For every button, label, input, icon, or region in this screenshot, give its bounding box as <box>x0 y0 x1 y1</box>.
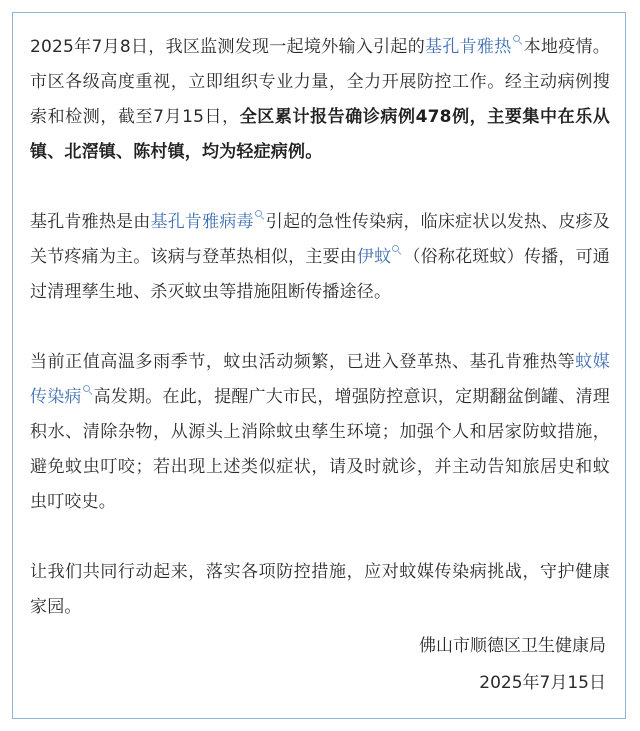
link-aedes-mosquito[interactable]: 伊蚊 <box>357 247 392 267</box>
signature-block <box>419 628 606 702</box>
paragraph-call-to-action <box>30 555 610 625</box>
text-segment: 2025年7月8日，我区监测发现一起境外输入引起的 <box>30 37 426 57</box>
notice-body <box>30 30 610 660</box>
text-segment: 让我们共同行动起来，落实各项防控措施，应对蚊媒传染病挑战，守护健康家园。 <box>30 562 610 617</box>
search-icon[interactable] <box>255 210 264 222</box>
text-segment: 基孔肯雅热是由 <box>30 212 151 232</box>
text-segment: 当前正值高温多雨季节，蚊虫活动频繁，已进入登革热、基孔肯雅热等 <box>30 352 576 372</box>
text-segment: 本地疫情。市区各级高度重视，立即组织专业力量，全力开展防控工作。经主动病例搜索和检测，截至7月15日， <box>30 37 610 127</box>
text-segment: 高发期。在此，提醒广大市民，增强防控意识，定期翻盆倒罐、清理积水、清除杂物，从源头上消除蚊虫孳生环境；加强个人和居家防蚊措施，避免蚊虫叮咬；若出现上述类似症状，请及时就诊，并主动告知旅居史和蚊虫叮咬史。 <box>30 387 610 512</box>
issue-date: 2025年7月15日 <box>479 673 606 693</box>
paragraph-disease-info <box>30 205 610 310</box>
paragraph-outbreak-report <box>30 30 610 170</box>
issuing-organization: 佛山市顺德区卫生健康局 <box>419 636 606 656</box>
text-segment: 引起的急性传染病，临床症状以发热、皮疹及关节疼痛为主。该病与登革热相似，主要由 <box>30 212 611 267</box>
search-icon[interactable] <box>513 35 522 47</box>
case-count-highlight: 全区累计报告确诊病例478例，主要集中在乐从镇、北滘镇、陈村镇，均为轻症病例。 <box>30 107 610 162</box>
link-mosquito-borne-disease[interactable]: 蚊媒传染病 <box>30 352 610 407</box>
text-segment: （俗称花斑蚊）传播，可通过清理孳生地、杀灭蚊虫等措施阻断传播途径。 <box>30 247 610 302</box>
search-icon[interactable] <box>392 245 401 257</box>
link-chikungunya-virus[interactable]: 基孔肯雅病毒 <box>150 212 254 232</box>
search-icon[interactable] <box>83 385 92 397</box>
link-chikungunya-fever[interactable]: 基孔肯雅热 <box>425 37 512 57</box>
paragraph-prevention-advice <box>30 345 610 520</box>
